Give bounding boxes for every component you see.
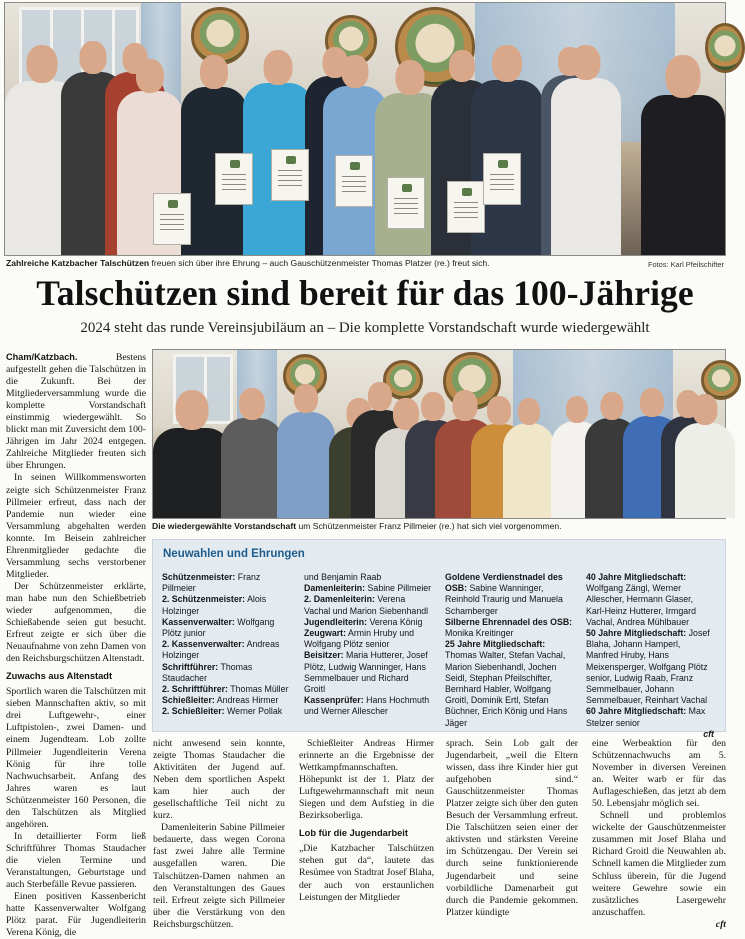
author-signature: cft xyxy=(715,918,726,930)
paragraph: Sportlich waren die Talschützen mit sieben Mannschaften aktiv, so mit drei Luftgewehr-, einer Luftpistolen-, zwei Damen- und einem Jugendteam. Lob zollte Pillmeier Jugendleiterin Verena König für ihre tolle Nachwuchsarbeit. Anfang des Jahres waren es laut Schützenmeister 160 Personen, die den Talschützen als Mitglied angehören. xyxy=(6,686,146,830)
info-entry-label: 40 Jahre Mitgliedschaft: xyxy=(586,572,687,582)
info-entry-value: Thomas Walter, Stefan Vachal, Marion Siebenhandl, Jochen Seidl, Stephan Pfeilschifter, Bernhard Habler, Wolfgang Groitl, Dominik Ertl, Stefan Büchner, Erich König und Hans Jäger xyxy=(445,650,568,728)
info-entry xyxy=(586,706,714,728)
person-head xyxy=(264,50,293,85)
person-figure xyxy=(277,384,335,518)
info-box-signature: cft xyxy=(703,728,714,739)
info-entry xyxy=(445,639,573,729)
info-entry-value: Armin Hruby und Wolfgang Plötz senior xyxy=(304,628,414,650)
info-entry xyxy=(162,572,290,594)
paragraph: In detaillierter Form ließ Schriftführer Thomas Staudacher die vielen Termine und Veranstaltungen, Geburtstage und auch Sterbefälle Revue passieren. xyxy=(6,830,146,891)
info-entry-value: Maria Hutterer, Josef Plötz, Ludwig Wanninger, Hans Semmelbauer und Richard Groitl xyxy=(304,650,428,695)
certificate xyxy=(153,193,191,245)
info-entry-label: Goldene Verdienstnadel des OSB: xyxy=(445,572,563,594)
info-entry xyxy=(304,617,432,628)
info-entry xyxy=(445,617,573,639)
info-entry-label: Beisitzer: xyxy=(304,650,344,661)
person-head xyxy=(80,41,107,74)
info-entry-value: Thomas Staudacher xyxy=(162,661,253,683)
paragraph: Einen positiven Kassenbericht hatte Kassenverwalter Wolfgang Plötz parat. Für Jugendleiterin Verena König, die xyxy=(6,891,146,939)
article-column-1 xyxy=(6,351,146,939)
paragraph: eine Werbeaktion für den Schützennachwuchs am 5. November in diversen Vereinen an. Weiter warb er für das Auflageschießen, das jetzt ab dem 50. Lebensjahr möglich sei. xyxy=(592,738,726,810)
dateline: Cham/Katzbach. xyxy=(6,352,78,362)
info-entry xyxy=(445,572,573,617)
person-head xyxy=(342,55,369,88)
info-entry xyxy=(162,662,290,684)
photo-credit: Fotos: Karl Pfeilschifter xyxy=(648,260,724,269)
info-entry xyxy=(162,695,290,706)
person-figure xyxy=(675,394,735,518)
group-photo-honorees xyxy=(4,2,726,256)
person-body xyxy=(277,412,335,518)
info-entry xyxy=(304,650,432,695)
info-entry-label: 25 Jahre Mitgliedschaft: xyxy=(445,639,546,650)
person-head xyxy=(601,392,624,420)
info-entry-label: Zeugwart: xyxy=(304,628,347,639)
info-entry xyxy=(304,594,432,616)
person-head xyxy=(396,60,425,95)
info-entry xyxy=(162,706,290,717)
info-entry-value: Verena König xyxy=(367,616,423,627)
info-entry-value: Andreas Hirmer xyxy=(214,695,279,706)
person-body xyxy=(641,95,725,255)
person-body xyxy=(153,428,231,518)
certificate xyxy=(215,153,253,205)
info-entry xyxy=(304,583,432,594)
paragraph-text: Bestens aufgestellt gehen die Talschützen in die Zukunft. Bei der Mitgliederversammlung wurde die komplette Vorstandschaft einstimmig wiedergewählt. So blickt man mit Zuversicht dem 100-Jährigen im Jahr 2024 entgegen. Zahlreiche Mitglieder freuten sich über Ehrungen. xyxy=(6,352,146,472)
info-entry-label: Schriftführer: xyxy=(162,661,219,672)
info-entry-label: Silberne Ehrennadel des OSB: xyxy=(445,616,573,627)
certificate xyxy=(387,177,425,229)
person-head xyxy=(136,59,164,93)
info-entry-value: Max Stelzer senior xyxy=(586,706,706,728)
info-entry-value: Wolfgang Zängl, Werner Allescher, Hermann Glaser, Karl-Heinz Hutterer, Irmgard Vachal, Andrea Mühlbauer xyxy=(586,583,696,627)
paragraph: „Die Katzbacher Talschützen stehen gut da“, lautete das Resümee von Stadtrat Josef Blaha, der auch von erstaunlichen Leistungen der Mitglieder xyxy=(299,843,434,903)
paragraph xyxy=(6,351,146,472)
person-figure xyxy=(153,390,231,518)
info-entry-label: Damenleiterin: xyxy=(304,583,366,594)
person-head xyxy=(492,45,522,82)
info-entry xyxy=(162,617,290,639)
article-column-4 xyxy=(446,738,578,919)
person-head xyxy=(200,55,228,89)
info-entry-value: und Benjamin Raab xyxy=(304,572,382,582)
info-entry-label: 2. Damenleiterin: xyxy=(304,594,375,605)
paragraph: In seinen Willkommensworten zeigte sich Schützenmeister Franz Pillmeier erfreut, dass nach der Pandemie nun wieder eine Versammlung abgehalten werden konnte. Im Beisein zahlreicher Ehrenmitglieder gedachte die Versammlung sechs verstorbener Mitglieder. xyxy=(6,472,146,580)
info-entry-label: Kassenprüfer: xyxy=(304,695,364,706)
subheadline: 2024 steht das runde Vereinsjubiläum an – Die komplette Vorstandschaft wurde wiedergewählt xyxy=(80,320,650,336)
info-entry xyxy=(162,639,290,661)
info-entry-value: Josef Blaha, Johann Hamperl, Manfred Hruby, Hans Meixensperger, Wolfgang Plötz senior, Ludwig Raab, Franz Semmelbauer, Johann Semmelbauer, Reinhart Vachal xyxy=(586,628,710,706)
paragraph: sprach. Sein Lob galt der Jugendarbeit, „weil die Eltern wissen, dass ihre Kinder hier gut aufgehoben sind.“ Gauschützenmeister Thomas Platzer zeigte sich über den guten Besuch der Versammlung erfreut. Die Talschützen seien einer der aktivsten und stärksten Vereine im Schützengau. Der Verein sei durch seine funktionierende Jugendarbeit und seine vorbildliche Damenarbeit gut durch die Pandemie gekommen. Platzer kündigte xyxy=(446,738,578,918)
info-box-title: Neuwahlen und Ehrungen xyxy=(163,548,305,560)
subheading: Zuwachs aus Altenstadt xyxy=(6,671,113,682)
info-entry-label: Schießleiter: xyxy=(162,695,215,706)
person-head xyxy=(27,45,58,83)
info-entry-label: 50 Jahre Mitgliedschaft: xyxy=(586,628,687,639)
person-body xyxy=(675,423,735,518)
person-figure xyxy=(503,398,555,518)
group-photo-board xyxy=(152,349,726,519)
info-entry-label: 60 Jahre Mitgliedschaft: xyxy=(586,706,687,717)
person-body xyxy=(503,423,555,518)
info-entry-label: Kassenverwalter: xyxy=(162,616,235,627)
person-head xyxy=(294,384,318,413)
person-head xyxy=(693,394,718,425)
certificate xyxy=(271,149,309,201)
info-entry-label: 2. Schützenmeister: xyxy=(162,594,246,605)
info-entry-label: 2. Schießleiter: xyxy=(162,706,225,717)
subheading: Lob für die Jugendarbeit xyxy=(299,828,408,839)
certificate xyxy=(447,181,485,233)
paragraph: Der Schützenmeister erklärte, man habe nun den Schießbetrieb wieder aufgenommen, die Schießabende seien gut besucht. Erfreut zeigte er sich über die Neuaufnahme von zehn Damen von den Reichsburgschützen Altenstadt. xyxy=(6,580,146,665)
info-entry-label: 2. Schriftführer: xyxy=(162,684,228,695)
info-entry-value: Monika Kreitinger xyxy=(445,628,514,639)
info-box-column xyxy=(445,572,573,729)
person-body xyxy=(221,418,283,518)
photo-caption-middle xyxy=(152,521,726,532)
info-entry-value: Wolfgang Plötz junior xyxy=(162,616,275,639)
info-entry-value: Thomas Müller xyxy=(228,684,289,695)
person-head xyxy=(239,388,265,420)
person-body xyxy=(551,78,621,255)
info-entry xyxy=(586,628,714,706)
info-entry-value: Alois Holzinger xyxy=(162,594,267,616)
info-entry-value: Sabine Pillmeier xyxy=(365,583,432,594)
paragraph: Schnell und problemlos wickelte der Gauschützenmeister zusammen mit Josef Blaha und Richard Groitl die Neuwahlen ab. Schnell kamen die Mitglieder zum Schluss überein, für die Jugend weitere Gewehre sowie ein zusätzliches Lasergewehr anzuschaffen. xyxy=(592,810,726,918)
info-entry-value: Sabine Wanninger, Reinhold Traurig und Manuela Schamberger xyxy=(445,583,563,616)
person-figure xyxy=(641,55,725,255)
person-head xyxy=(518,398,540,425)
article-column-5 xyxy=(592,738,726,931)
person-head xyxy=(666,55,701,98)
article-column-3 xyxy=(299,738,434,904)
info-box-column xyxy=(162,572,290,718)
person-figure xyxy=(551,45,621,255)
headline: Talschützen sind bereit für das 100-Jährige xyxy=(36,273,694,313)
info-entry-value: Werner Pollak xyxy=(224,706,283,717)
paragraph: Damenleiterin Sabine Pillmeier bedauerte, dass wegen Corona fast zwei Jahre alle Termine ausgefallen waren. Die Talschützen-Damen nahmen an den Veranstaltungen des Gaues teil. Erfreut zeigte sich Pillmeier über die Verstärkung von den Reichsburgschützen. xyxy=(153,822,285,930)
info-entry-label: Jugendleiterin: xyxy=(304,616,368,627)
article-column-2 xyxy=(153,738,285,931)
caption-lead: Die wiedergewählte Vorstandschaft xyxy=(152,521,297,531)
info-entry-value: Hans Hochmuth und Werner Allescher xyxy=(304,695,430,717)
info-box-column xyxy=(304,572,432,718)
info-box-column xyxy=(586,572,714,740)
certificate xyxy=(335,155,373,207)
photo-caption-top xyxy=(6,258,606,269)
info-entry xyxy=(586,572,714,628)
paragraph: nicht anwesend sein konnte, zeigte Thomas Staudacher die Aktivitäten der Jugend auf. Neben dem sportlichen Aspekt kam hier auch der gesellschaftliche Teil nicht zu kurz. xyxy=(153,738,285,822)
paragraph: Schießleiter Andreas Hirmer erinnerte an die Ergebnisse der Wettkampfmannschaften. Höhepunkt ist der 1. Platz der Luftgewehrmannschaft mit neun Siegen und dem Aufstieg in die Bezirksoberliga. xyxy=(299,738,434,822)
info-entry xyxy=(162,684,290,695)
info-entry-value: Verena Vachal und Marion Siebenhandl xyxy=(304,594,429,616)
info-entry-value: Andreas Holzinger xyxy=(162,639,280,661)
info-entry xyxy=(304,572,432,583)
certificate xyxy=(483,153,521,205)
info-entry-value: Franz Pillmeier xyxy=(162,572,261,594)
info-entry-label: 2. Kassenverwalter: xyxy=(162,639,245,650)
person-figure xyxy=(221,388,283,518)
info-entry xyxy=(304,695,432,717)
info-entry xyxy=(304,628,432,650)
person-head xyxy=(176,390,209,430)
person-head xyxy=(572,45,601,80)
info-entry-label: Schützenmeister: xyxy=(162,572,236,582)
caption-text: um Schützenmeister Franz Pillmeier (re.) hat sich viel vorgenommen. xyxy=(296,521,562,531)
caption-text: freuen sich über ihre Ehrung – auch Gauschützenmeister Thomas Platzer (re.) freut sich. xyxy=(149,258,490,268)
info-box-elections xyxy=(152,539,726,739)
caption-lead: Zahlreiche Katzbacher Talschützen xyxy=(6,258,150,268)
info-entry xyxy=(162,594,290,616)
